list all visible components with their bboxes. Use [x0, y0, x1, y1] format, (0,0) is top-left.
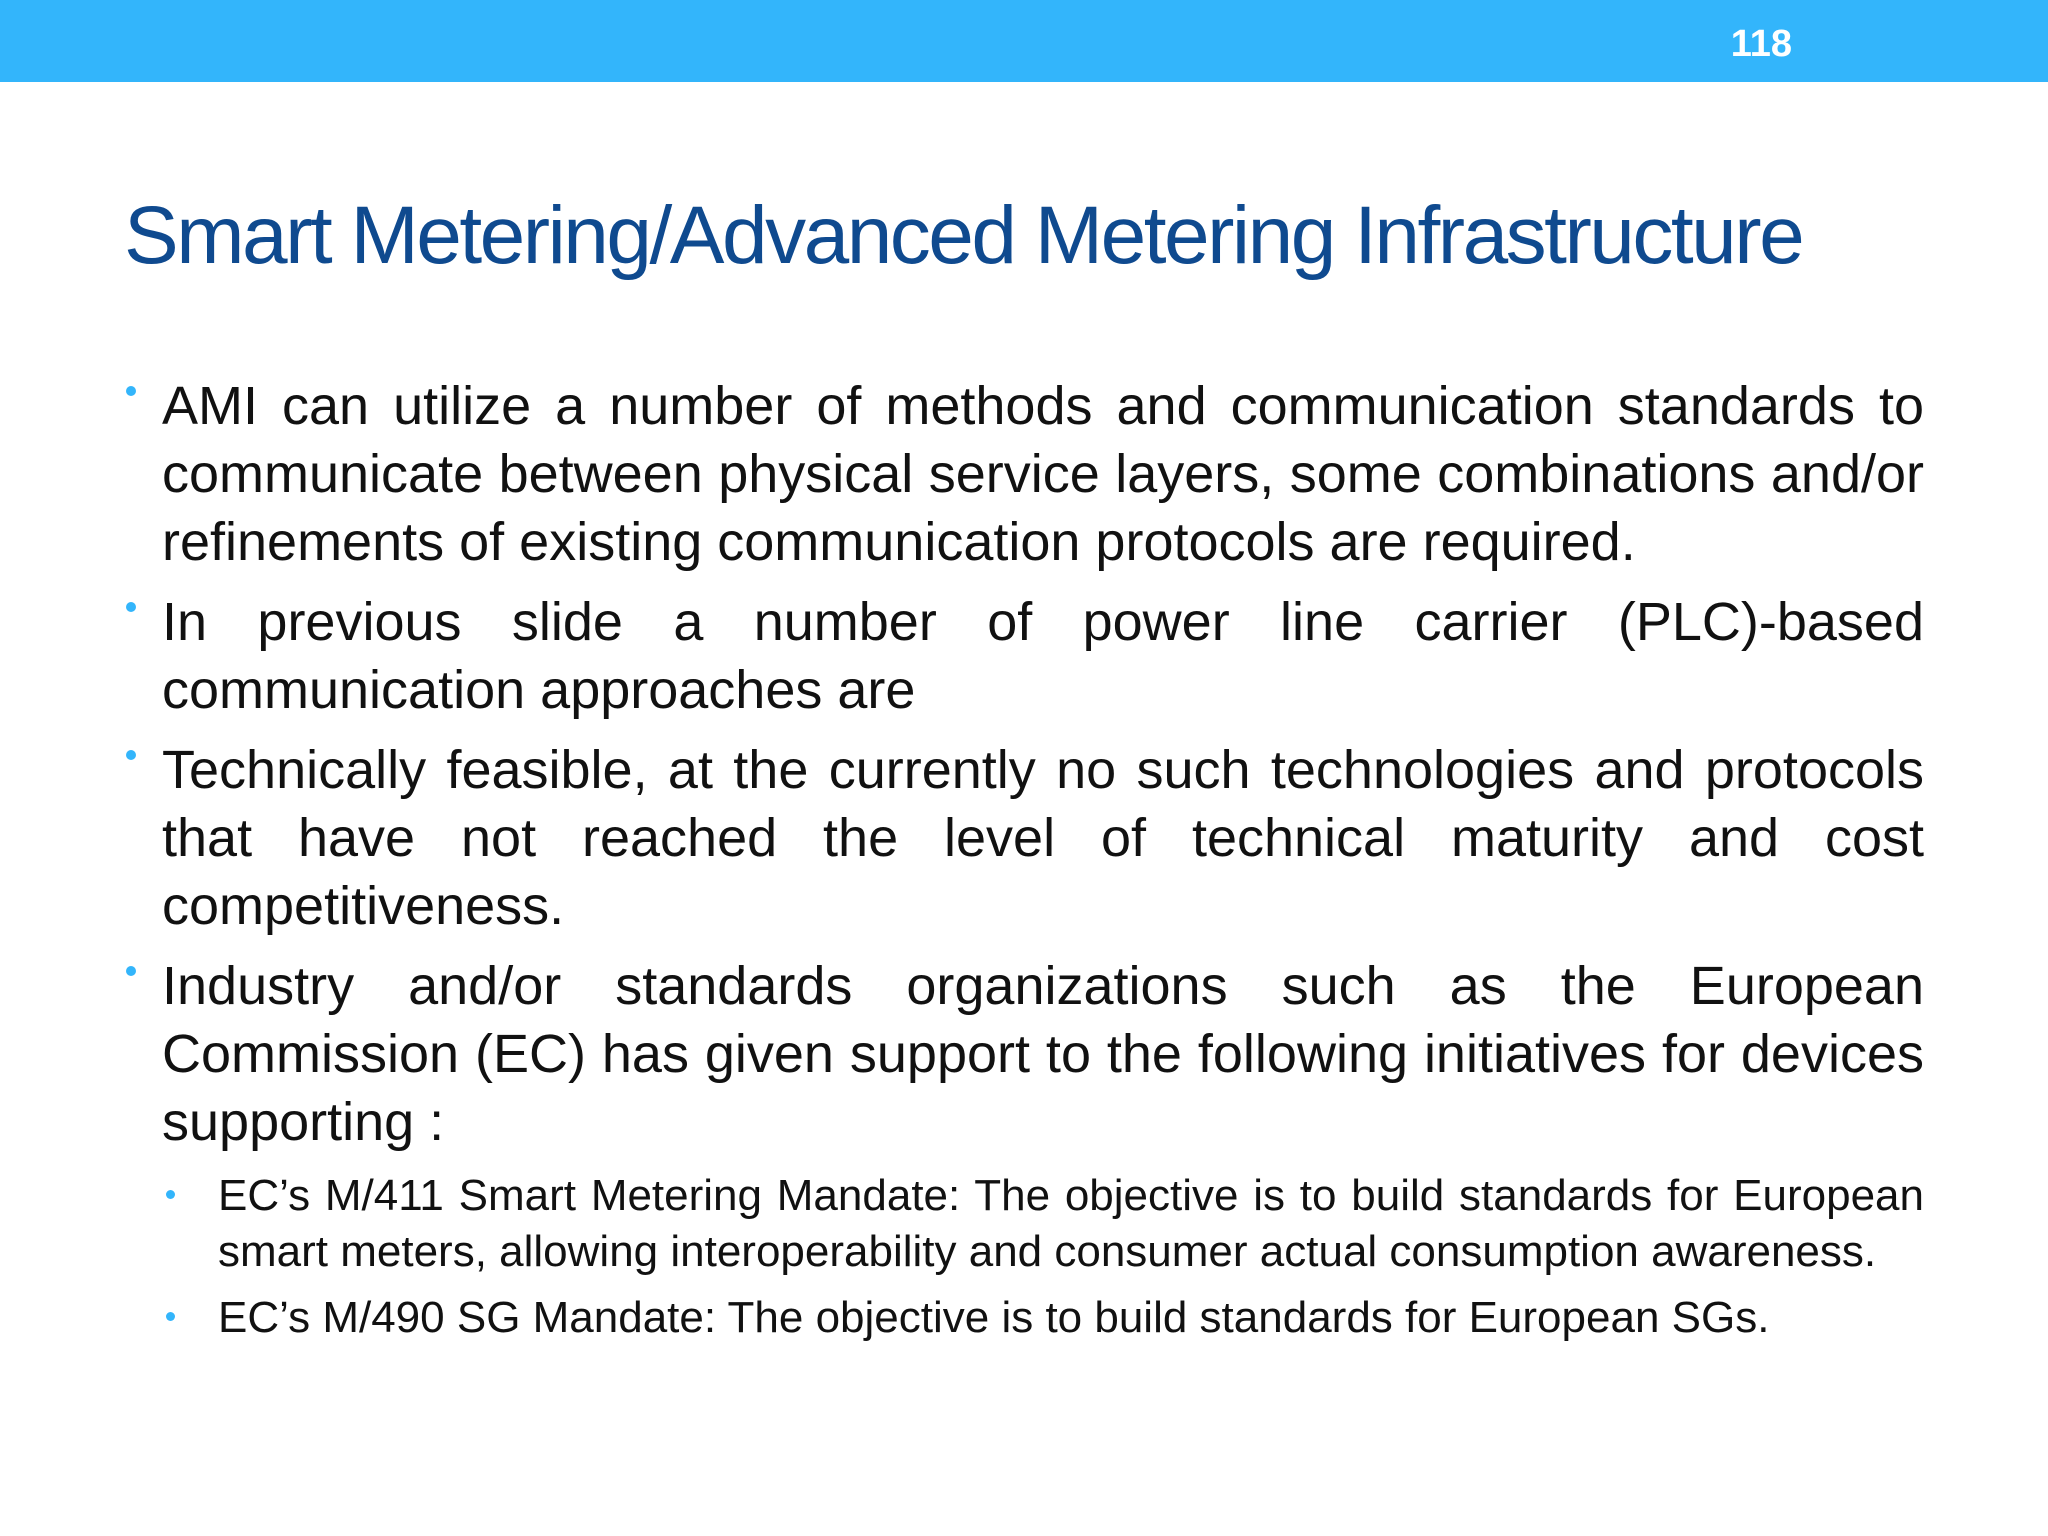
bullet-text: Industry and/or standards organizations such as the European Commission (EC) has given support to the following initiatives for devices supporting : [162, 956, 1924, 1152]
bullet-item [124, 372, 1924, 576]
sub-bullet-list [124, 1168, 1924, 1346]
bullet-text: In previous slide a number of power line carrier (PLC)-based communication approaches are [162, 592, 1924, 720]
sub-bullet-item [162, 1290, 1924, 1346]
bullet-dot-icon [126, 386, 136, 396]
sub-bullet-dot-icon [166, 1190, 175, 1199]
slide-title: Smart Metering/Advanced Metering Infrastructure [124, 190, 1803, 281]
bullet-dot-icon [126, 966, 136, 976]
bullet-text: AMI can utilize a number of methods and communication standards to communicate between physical service layers, some combinations and/or refinements of existing communication protocols are required. [162, 376, 1924, 572]
bullet-dot-icon [126, 750, 136, 760]
bullet-list [124, 372, 1924, 1156]
bullet-item [124, 736, 1924, 940]
bullet-item [124, 588, 1924, 724]
sub-bullet-item [162, 1168, 1924, 1280]
slide-content [124, 372, 1924, 1356]
sub-bullet-text: EC’s M/411 Smart Metering Mandate: The objective is to build standards for European smart meters, allowing interoperability and consumer actual consumption awareness. [218, 1171, 1924, 1276]
bullet-text: Technically feasible, at the currently no such technologies and protocols that have not reached the level of technical maturity and cost competitiveness. [162, 740, 1924, 936]
sub-bullet-dot-icon [166, 1312, 175, 1321]
bullet-dot-icon [126, 602, 136, 612]
slide-number: 118 [1730, 23, 1792, 65]
sub-bullet-text: EC’s M/490 SG Mandate: The objective is to build standards for European SGs. [218, 1293, 1770, 1342]
bullet-item [124, 952, 1924, 1156]
header-bar [0, 0, 2048, 82]
